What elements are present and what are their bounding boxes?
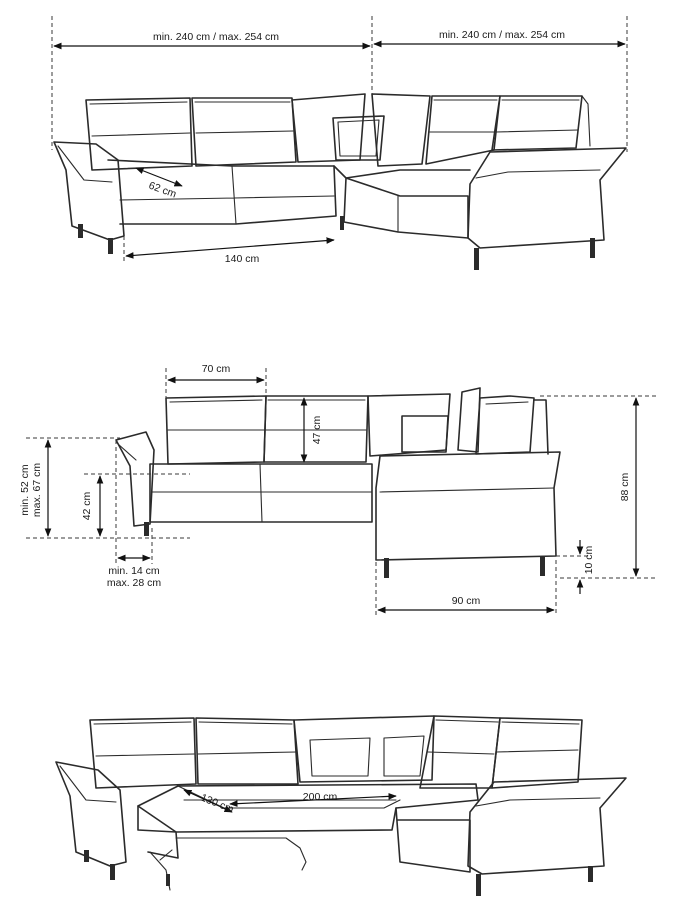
left-seat bbox=[108, 160, 336, 224]
leg bbox=[588, 866, 593, 882]
corner-back-panel bbox=[294, 716, 434, 782]
left-armrest bbox=[54, 142, 124, 240]
leg-height-label: 10 cm bbox=[583, 545, 595, 575]
chaise-depth-label: 90 cm bbox=[451, 595, 481, 607]
back-cushion-i bbox=[492, 718, 582, 788]
leg bbox=[384, 558, 389, 578]
armrest-height-min: min. 52 cm bbox=[19, 464, 31, 516]
sofa-front-view bbox=[19, 363, 656, 616]
backrest-width-label: 70 cm bbox=[201, 363, 231, 375]
right-armrest bbox=[468, 148, 626, 248]
back-cushion-c bbox=[368, 394, 450, 456]
seat-width-label: 140 cm bbox=[224, 253, 260, 265]
leg bbox=[110, 864, 115, 880]
chaise-side bbox=[376, 452, 560, 560]
corner-seat bbox=[334, 166, 470, 238]
throw-pillow-2 bbox=[402, 416, 448, 452]
bed-width-label: 200 cm bbox=[302, 791, 338, 803]
back-cushion-5 bbox=[492, 96, 582, 150]
width-left-label: min. 240 cm / max. 254 cm bbox=[152, 31, 280, 43]
leg bbox=[340, 216, 344, 230]
armrest-width-min: min. 14 cm bbox=[108, 565, 160, 577]
armrest-width-max: max. 28 cm bbox=[106, 577, 162, 589]
right-armrest bbox=[468, 778, 626, 874]
back-cushion-e bbox=[476, 396, 534, 454]
total-height-label: 88 cm bbox=[619, 472, 631, 502]
back-cushion-g bbox=[196, 718, 298, 784]
corner-seat-base bbox=[396, 808, 470, 872]
leg bbox=[78, 224, 83, 238]
leg bbox=[474, 248, 479, 270]
leg bbox=[166, 874, 170, 886]
left-armrest bbox=[56, 762, 126, 866]
backrest-height-label: 47 cm bbox=[311, 415, 323, 445]
leg bbox=[144, 522, 149, 536]
leg bbox=[540, 556, 545, 576]
sofa-bed-view bbox=[56, 716, 626, 896]
back-cushion-1 bbox=[86, 98, 192, 170]
seat-height-label: 42 cm bbox=[81, 491, 93, 521]
seat-depth-label: 62 cm bbox=[146, 179, 178, 201]
leg bbox=[476, 874, 481, 896]
leg bbox=[590, 238, 595, 258]
bed-depth-label: 130 cm bbox=[198, 791, 236, 816]
leg bbox=[108, 238, 113, 254]
left-armrest bbox=[116, 432, 154, 526]
leg bbox=[84, 850, 89, 862]
width-right-label: min. 240 cm / max. 254 cm bbox=[438, 29, 566, 41]
sofa-perspective-view bbox=[52, 16, 627, 270]
corner-back-cushion bbox=[292, 94, 365, 162]
armrest-height-max: max. 67 cm bbox=[31, 462, 43, 518]
